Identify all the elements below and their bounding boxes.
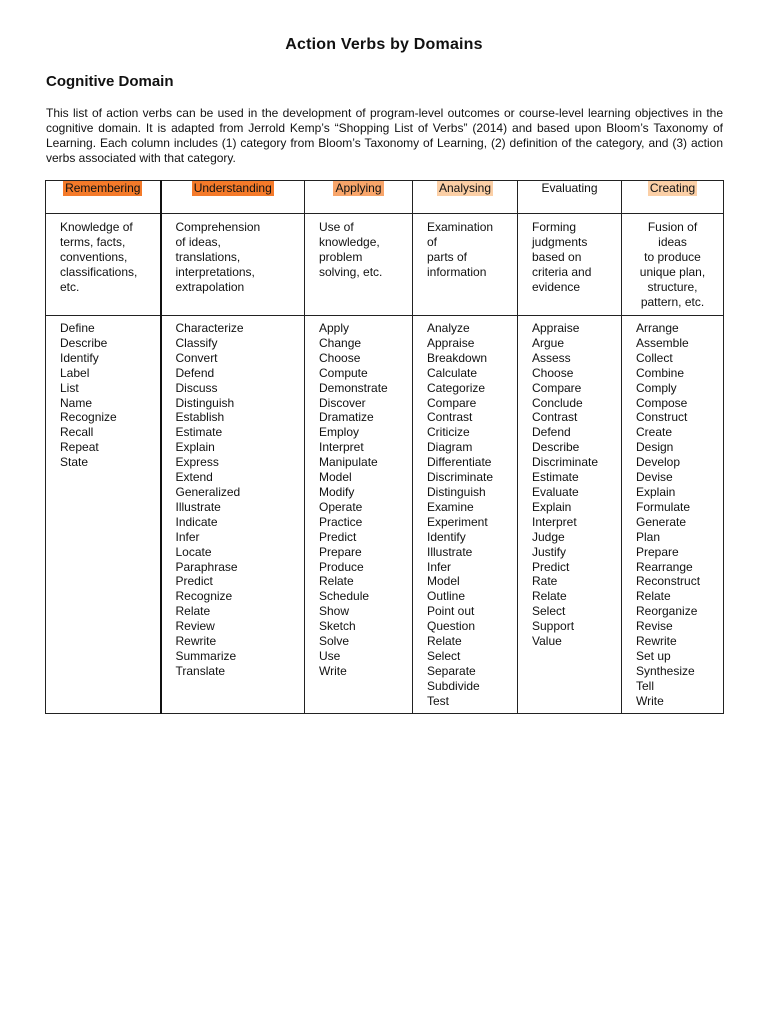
header-cell-evaluating [518,181,622,214]
verb-item: Generate [636,514,687,529]
verb-item: Breakdown [427,350,488,365]
verb-item: Illustrate [427,544,473,559]
verb-item: Revise [636,619,673,634]
verb-item: Rate [532,574,558,589]
verb-item: Experiment [427,514,488,529]
verb-item: Name [60,395,93,410]
verb-item: Combine [636,365,685,380]
verb-item: Extend [175,470,213,485]
verb-item: Model [427,574,460,589]
verb-item: Assess [532,350,571,365]
verb-item: Synthesize [636,663,695,678]
verb-item: Subdivide [427,678,480,693]
verb-list-creating [622,316,723,709]
verb-item: Value [532,634,562,649]
verb-item: Prepare [636,544,679,559]
verb-item: Relate [427,634,462,649]
verb-item: Defend [532,425,571,440]
verb-item: Plan [636,529,661,544]
verb-item: Recall [60,425,94,440]
category-label-remembering: Remembering [65,181,141,195]
definition-creating: Fusion of ideas to produce unique plan, structure, pattern, etc. [639,220,706,309]
verb-item: Select [427,648,461,663]
verb-item: Compute [319,365,368,380]
verb-item: Choose [319,350,361,365]
verb-item: Rearrange [636,559,693,574]
verb-item: Indicate [175,514,218,529]
header-cell-creating [622,181,724,214]
verb-item: Discover [319,395,366,410]
verb-item: Locate [175,544,212,559]
verb-item: Assemble [636,335,689,350]
definition-understanding: Comprehension of ideas, translations, interpretations, extrapolation [175,220,261,294]
verb-item: Employ [319,425,360,440]
verb-item: Interpret [319,440,364,455]
verb-item: Manipulate [319,455,378,470]
verb-item: Show [319,604,350,619]
verb-item: Tell [636,678,655,693]
verb-item: Infer [427,559,452,574]
verb-item: Point out [427,604,475,619]
verb-item: Produce [319,559,364,574]
verb-item: Review [175,619,215,634]
verb-item: Question [427,619,476,634]
verb-list-applying [305,316,412,679]
verb-item: Choose [532,365,574,380]
verb-item: Describe [532,440,580,455]
category-label-understanding: Understanding [193,181,272,195]
page-title: Action Verbs by Domains [285,36,483,53]
verbs-cell-remembering [46,316,161,714]
verbs-cell-applying [305,316,413,714]
verbs-cell-understanding [161,316,305,714]
verb-item: Relate [532,589,567,604]
verb-item: Defend [175,365,215,380]
section-heading: Cognitive Domain [46,73,174,90]
verb-item: Appraise [427,335,475,350]
verb-item: Solve [319,634,350,649]
verb-item: Recognize [175,589,233,604]
verb-item: Examine [427,499,474,514]
verb-item: Write [319,663,347,678]
verb-list-remembering [46,316,160,470]
verb-item: Label [60,365,90,380]
verb-item: Arrange [636,321,679,335]
verbs-cell-evaluating [518,316,622,714]
definition-cell-creating [622,214,724,316]
verb-item: Convert [175,350,218,365]
verb-item: Infer [175,529,200,544]
action-verbs-table [45,180,724,714]
verbs-cell-creating [622,316,724,714]
verb-item: Identify [60,350,99,365]
category-label-creating: Creating [649,181,696,195]
verb-item: Explain [636,484,676,499]
verb-item: Predict [319,529,357,544]
verb-item: Comply [636,380,677,395]
verb-item: Relate [319,574,354,589]
verb-item: Express [175,455,219,470]
verb-item: Contrast [427,410,473,425]
verb-item: Characterize [175,321,244,335]
definition-row [46,214,724,316]
verb-item: Establish [175,410,225,425]
verb-item: Dramatize [319,410,374,425]
definition-cell-applying [305,214,413,316]
verb-item: Demonstrate [319,380,388,395]
intro-paragraph: This list of action verbs can be used in the development of program-level outcomes or course-level learning objectives in the cognitive domain. It is adapted from Jerrold Kemp’s “Shopping List of Verbs” (2014) and based upon Bloom’s Taxonomy of Learning. Each column includes (1) category from Bloom’s Taxonomy of Learning, (2) definition of the category, and (3) action verbs associated with that category. [46,106,723,165]
verb-item: Diagram [427,440,473,455]
verb-item: Translate [175,663,226,678]
verb-list-understanding [162,316,305,679]
definition-cell-analysing [413,214,518,316]
verb-item: Test [427,693,450,708]
verb-item: Devise [636,470,673,485]
verb-item: Interpret [532,514,577,529]
verb-item: Contrast [532,410,578,425]
category-label-applying: Applying [335,181,382,195]
verb-item: Modify [319,484,355,499]
verb-item: Analyze [427,321,470,335]
verb-item: List [60,380,79,395]
verb-item: Recognize [60,410,117,425]
verb-item: Support [532,619,575,634]
verb-item: Discriminate [532,455,599,470]
verb-item: Select [532,604,566,619]
header-cell-understanding [161,181,305,214]
verb-item: Practice [319,514,363,529]
verb-item: Appraise [532,321,580,335]
verb-item: Separate [427,663,476,678]
verb-item: Outline [427,589,466,604]
verb-item: Criticize [427,425,470,440]
verb-item: Categorize [427,380,486,395]
verb-item: Predict [532,559,570,574]
verb-item: Schedule [319,589,370,604]
verb-item: Identify [427,529,466,544]
verb-item: Construct [636,410,688,425]
verb-item: Prepare [319,544,362,559]
verb-item: Discuss [175,380,218,395]
verb-item: Relate [636,589,671,604]
verb-item: Model [319,470,352,485]
verb-item: Differentiate [427,455,492,470]
verb-item: Judge [532,529,565,544]
definition-remembering: Knowledge of terms, facts, conventions, classifications, etc. [60,220,138,294]
verb-item: Classify [175,335,218,350]
verb-list-evaluating [518,316,621,649]
verb-item: Rewrite [636,634,677,649]
verb-item: Change [319,335,362,350]
verb-item: Summarize [175,648,237,663]
verb-item: Calculate [427,365,478,380]
category-label-evaluating: Evaluating [541,181,598,195]
verb-item: Predict [175,574,213,589]
verb-item: Argue [532,335,565,350]
definition-analysing: Examination of parts of information [427,220,494,279]
verb-item: State [60,455,89,470]
definition-evaluating: Forming judgments based on criteria and evidence [532,220,592,294]
verb-item: Estimate [532,470,579,485]
verb-item: Reorganize [636,604,698,619]
verb-item: Write [636,693,664,708]
verb-item: Develop [636,455,681,470]
definition-applying: Use of knowledge, problem solving, etc. [319,220,383,279]
category-label-analysing: Analysing [438,181,492,195]
verb-item: Repeat [60,440,99,455]
verb-item: Reconstruct [636,574,701,589]
definition-cell-evaluating [518,214,622,316]
verb-item: Design [636,440,674,455]
verb-item: Distinguish [175,395,235,410]
verb-item: Apply [319,321,350,335]
verb-item: Distinguish [427,484,486,499]
verb-item: Formulate [636,499,691,514]
verbs-row [46,316,724,714]
verb-item: Operate [319,499,363,514]
verb-item: Compose [636,395,688,410]
definition-cell-understanding [161,214,305,316]
verb-item: Conclude [532,395,583,410]
category-header-row [46,181,724,214]
verb-item: Create [636,425,673,440]
verb-item: Generalized [175,484,241,499]
verb-item: Compare [427,395,477,410]
header-cell-applying [305,181,413,214]
verb-item: Explain [532,499,572,514]
verb-item: Relate [175,604,211,619]
verbs-cell-analysing [413,316,518,714]
header-cell-remembering [46,181,161,214]
definition-cell-remembering [46,214,161,316]
verb-item: Define [60,321,95,335]
verb-item: Compare [532,380,582,395]
header-cell-analysing [413,181,518,214]
verb-item: Explain [175,440,215,455]
verb-item: Describe [60,335,108,350]
verb-item: Sketch [319,619,356,634]
verb-item: Use [319,648,341,663]
verb-item: Discriminate [427,470,494,485]
verb-item: Set up [636,648,671,663]
verb-item: Paraphrase [175,559,238,574]
verb-item: Illustrate [175,499,221,514]
verb-item: Estimate [175,425,223,440]
verb-item: Collect [636,350,673,365]
verb-item: Rewrite [175,634,217,649]
verb-list-analysing [413,316,517,709]
verb-item: Evaluate [532,484,579,499]
verb-item: Justify [532,544,567,559]
